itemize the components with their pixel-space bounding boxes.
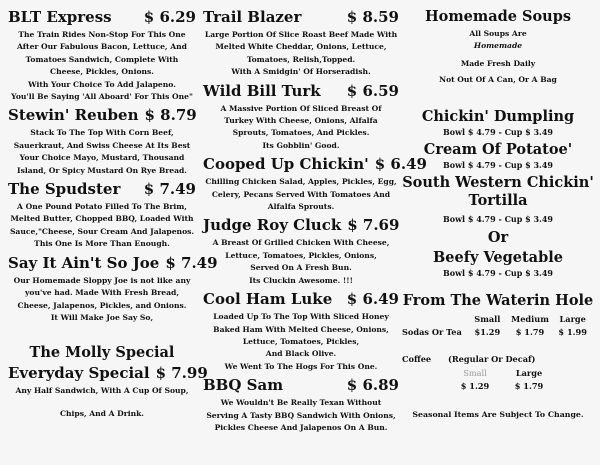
desc-line: Pickles Cheese And Jalapenos On A Bun. [214, 422, 388, 432]
coffee-price-large: $ 1.79 [514, 381, 544, 391]
desc-line: Alfalfa Sprouts. [267, 202, 335, 212]
desc-line: Chilling Chicken Salad, Apples, Pickles, Egg, [205, 177, 397, 187]
desc-line: Its Cluckin Awesome. !!! [249, 275, 353, 285]
desc-line: Its Gobblin' Good. [262, 140, 340, 150]
soda-price-large: $ 1.99 [558, 327, 587, 337]
menu-column-right [402, 8, 594, 421]
desc-line: Stack To The Top With Corn Beef, [30, 128, 174, 138]
drinks-size-header [402, 313, 594, 326]
item-name: Cooped Up Chickin' [203, 155, 369, 174]
soup-name-line2: Tortilla [468, 192, 528, 209]
item-name: Cool Ham Luke [203, 290, 333, 309]
coffee-note: (Regular Or Decaf) [448, 354, 536, 364]
desc-line: Turkey With Cheese, Onions, Alfalfa [224, 116, 378, 126]
coffee-header [402, 353, 594, 366]
coffee-size-small: Small [463, 368, 487, 378]
menu-item-sloppy-joe [8, 253, 218, 325]
soup-name: Cream Of Potatoe' [423, 141, 573, 158]
desc-line: This One Is More Than Enough. [34, 239, 170, 249]
desc-line: Our Homemade Sloppy Joe is not like any [13, 275, 191, 285]
soup-name: Chickin' Dumpling [421, 108, 575, 125]
coffee-prices [402, 380, 594, 393]
item-description [203, 311, 399, 373]
item-name: Wild Bill Turk [203, 81, 321, 100]
item-price: $ 6.59 [346, 81, 399, 100]
desc-line: With A Smidgin' Of Horseradish. [231, 67, 371, 77]
item-description [203, 103, 399, 153]
drinks-title: From The Waterin Hole [402, 292, 594, 309]
item-price: $ 8.59 [346, 8, 399, 26]
soups-or: Or [487, 229, 509, 246]
soup-south-western-tortilla [402, 174, 594, 226]
item-price: $ 7.49 [165, 253, 218, 272]
item-price: $ 6.49 [374, 155, 427, 174]
molly-special-title: The Molly Special [29, 344, 175, 362]
drinks-soda-row [402, 326, 594, 339]
item-description [8, 29, 196, 103]
desc-line: A One Pound Potato Filled To The Brim, [17, 202, 187, 212]
item-name: Stewin' Reuben [8, 106, 139, 125]
soups-note-line: Not Out Of A Can, Or A Bag [439, 75, 557, 84]
coffee-label: Coffee [402, 354, 432, 364]
menu-item-trail-blazer [203, 8, 399, 79]
desc-line: Loaded Up To The Top With Sliced Honey [213, 312, 389, 322]
item-price: $ 6.49 [346, 290, 399, 309]
desc-line: Serving A Tasty BBQ Sandwich With Onions, [206, 410, 396, 420]
item-name: Trail Blazer [203, 8, 302, 26]
menu-item-everyday-special [8, 364, 208, 420]
desc-line: Celery, Pecans Served With Tomatoes And [211, 189, 391, 199]
item-description [203, 397, 399, 434]
item-name: Say It Ain't So Joe [8, 253, 160, 272]
item-name: BLT Express [8, 8, 112, 26]
soup-price: Bowl $ 4.79 - Cup $ 3.49 [443, 160, 553, 170]
menu-item-blt [8, 8, 196, 103]
soups-note-line: All Soups Are [469, 29, 527, 38]
desc-line: Island, Or Spicy Mustard On Rye Bread. [17, 165, 187, 175]
menu-item-reuben [8, 106, 196, 177]
desc-line: Baked Ham With Melted Cheese, Onions, [213, 324, 389, 334]
soups-note-line: Made Fresh Daily [460, 59, 536, 68]
desc-line: Sauce,"Cheese, Sour Cream And Jalapenos. [9, 226, 195, 236]
soup-price: Bowl $ 4.79 - Cup $ 3.49 [443, 268, 553, 278]
item-description [203, 176, 399, 213]
item-description [8, 385, 196, 420]
soup-chickin-dumpling [402, 108, 594, 139]
item-name: Everyday Special [8, 364, 150, 383]
soup-price: Bowl $ 4.79 - Cup $ 3.49 [443, 214, 553, 224]
soup-cream-of-potatoe [402, 141, 594, 172]
desc-line: We Went To The Hogs For This One. [224, 361, 378, 371]
desc-line: Large Portion Of Slice Roast Beef Made With [204, 30, 398, 39]
soda-price-small: $1.29 [474, 327, 501, 337]
item-description [203, 29, 399, 79]
desc-line: Tomatoes Sandwich, Complete With [25, 54, 179, 64]
desc-line: A Breast Of Grilled Chicken With Cheese, [212, 238, 390, 248]
soda-label: Sodas Or Tea [402, 327, 462, 337]
desc-line: We Wouldn't Be Really Texan Without [220, 398, 382, 408]
desc-line: Lettuce, Tomatoes, Pickles, [242, 336, 360, 346]
item-name: BBQ Sam [203, 376, 284, 395]
desc-line: Chips, And A Drink. [59, 408, 145, 418]
item-name: The Spudster [8, 180, 121, 199]
item-price: $ 6.89 [346, 376, 399, 395]
item-description [8, 127, 196, 177]
menu-item-bbq-sam [203, 376, 399, 434]
desc-line: Sauerkraut, And Swiss Cheese At Its Best [13, 140, 191, 150]
size-large: Large [559, 314, 586, 324]
desc-line: You'll Be Saying 'All Aboard' For This One" [11, 92, 193, 102]
soda-price-medium: $ 1.79 [515, 327, 545, 337]
desc-line: Sprouts, Tomatoes, And Pickles. [232, 128, 370, 138]
size-small: Small [474, 314, 501, 324]
menu-item-cool-ham-luke [203, 290, 399, 373]
seasonal-note: Seasonal Items Are Subject To Change. [412, 410, 584, 419]
desc-line: A Massive Portion Of Sliced Breast Of [220, 103, 382, 113]
menu-item-wild-bill-turk [203, 82, 399, 153]
coffee-sizes [402, 367, 594, 380]
desc-line: Any Half Sandwich, With A Cup Of Soup, [15, 386, 189, 396]
soup-beefy-vegetable [402, 249, 594, 280]
desc-line: you've had. Made With Fresh Bread, [25, 288, 179, 298]
desc-line: It Will Make Joe Say So, [50, 312, 154, 322]
item-name: Judge Roy Cluck [203, 216, 342, 235]
desc-line: Lettuce, Tomatoes, Pickles, Onions, [225, 250, 377, 260]
desc-line: Melted Butter, Chopped BBQ, Loaded With [10, 214, 194, 224]
size-medium: Medium [511, 314, 549, 324]
coffee-table [402, 353, 594, 393]
item-price: $ 6.29 [143, 8, 196, 26]
coffee-size-large: Large [515, 368, 543, 378]
menu-item-cooped-up-chickin [203, 155, 427, 213]
soup-price: Bowl $ 4.79 - Cup $ 3.49 [443, 127, 553, 137]
item-price: $ 7.49 [143, 180, 196, 199]
menu-item-spudster [8, 180, 196, 251]
desc-line: Your Choice Mayo, Mustard, Thousand [19, 153, 185, 163]
desc-line: Melted White Cheddar, Onions, Lettuce, [215, 42, 387, 52]
item-price: $ 7.69 [347, 216, 400, 235]
desc-line: Tomatoes, Relish,Topped. [246, 54, 356, 64]
menu-item-judge-roy-cluck [203, 216, 399, 287]
desc-line: The Train Rides Non-Stop For This One [18, 30, 186, 39]
desc-line: With Your Choice To Add Jalapeno. [28, 79, 176, 89]
coffee-price-small: $ 1.29 [460, 381, 490, 391]
item-description [8, 275, 196, 325]
desc-line: Cheese, Jalapenos, Pickles, and Onions. [17, 300, 187, 310]
menu-column-left [8, 8, 218, 423]
desc-line: After Our Fabulous Bacon, Lettuce, And [17, 42, 187, 52]
item-price: $ 7.99 [155, 364, 208, 383]
item-description [8, 201, 196, 251]
desc-line: Cheese, Pickles, Onions. [50, 67, 154, 77]
soup-name: South Western Chickin' [402, 174, 594, 191]
soup-name: Beefy Vegetable [433, 249, 563, 266]
drinks-table [402, 313, 594, 339]
soups-title: Homemade Soups [424, 8, 572, 25]
desc-line: Served On A Fresh Bun. [250, 263, 352, 273]
desc-line: And Black Olive. [265, 349, 337, 359]
item-price: $ 8.79 [144, 106, 197, 125]
soups-homemade: Homemade [473, 41, 523, 50]
item-description [203, 237, 399, 287]
